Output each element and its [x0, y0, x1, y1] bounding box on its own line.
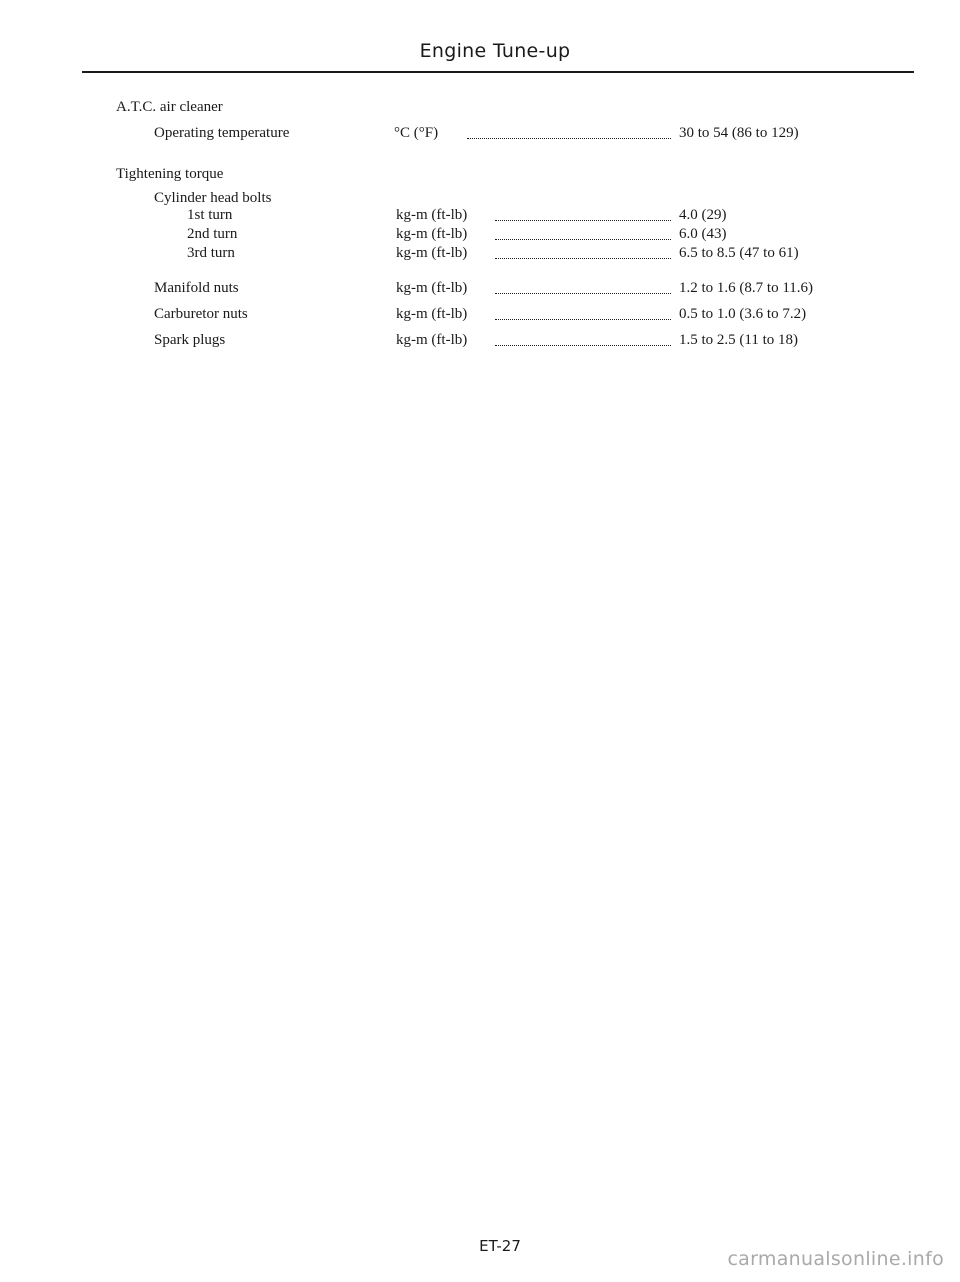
dot-leader: [495, 206, 671, 221]
header-rule: [82, 71, 914, 73]
dot-leader: [495, 279, 671, 294]
row-value: 0.5 to 1.0 (3.6 to 7.2): [679, 306, 807, 322]
operating-temperature-unit: °C (°F): [394, 125, 439, 141]
row-unit: kg-m (ft-lb): [396, 306, 468, 322]
row-label: 3rd turn: [187, 245, 235, 261]
operating-temperature-value: 30 to 54 (86 to 129): [679, 125, 799, 141]
cylinder-head-bolts-label: Cylinder head bolts: [154, 190, 272, 206]
row-value: 1.5 to 2.5 (11 to 18): [679, 332, 799, 348]
row-unit: kg-m (ft-lb): [396, 245, 468, 261]
watermark: carmanualsonline.info: [727, 1248, 944, 1270]
dot-leader: [495, 305, 671, 320]
row-unit: kg-m (ft-lb): [396, 280, 468, 296]
row-unit: kg-m (ft-lb): [396, 332, 468, 348]
page-title: Engine Tune-up: [419, 40, 571, 62]
row-label: 2nd turn: [187, 226, 238, 242]
row-label: 1st turn: [187, 207, 233, 223]
dot-leader: [467, 124, 671, 139]
row-label: Carburetor nuts: [154, 306, 248, 322]
dot-leader: [495, 331, 671, 346]
row-value: 1.2 to 1.6 (8.7 to 11.6): [679, 280, 814, 296]
dot-leader: [495, 225, 671, 240]
atc-heading: A.T.C. air cleaner: [116, 99, 223, 115]
row-value: 6.5 to 8.5 (47 to 61): [679, 245, 799, 261]
page-number: ET-27: [479, 1237, 521, 1255]
row-unit: kg-m (ft-lb): [396, 207, 468, 223]
row-label: Spark plugs: [154, 332, 226, 348]
row-unit: kg-m (ft-lb): [396, 226, 468, 242]
tightening-torque-heading: Tightening torque: [116, 166, 224, 182]
row-value: 4.0 (29): [679, 207, 727, 223]
row-value: 6.0 (43): [679, 226, 727, 242]
dot-leader: [495, 244, 671, 259]
row-label: Manifold nuts: [154, 280, 239, 296]
operating-temperature-label: Operating temperature: [154, 125, 290, 141]
